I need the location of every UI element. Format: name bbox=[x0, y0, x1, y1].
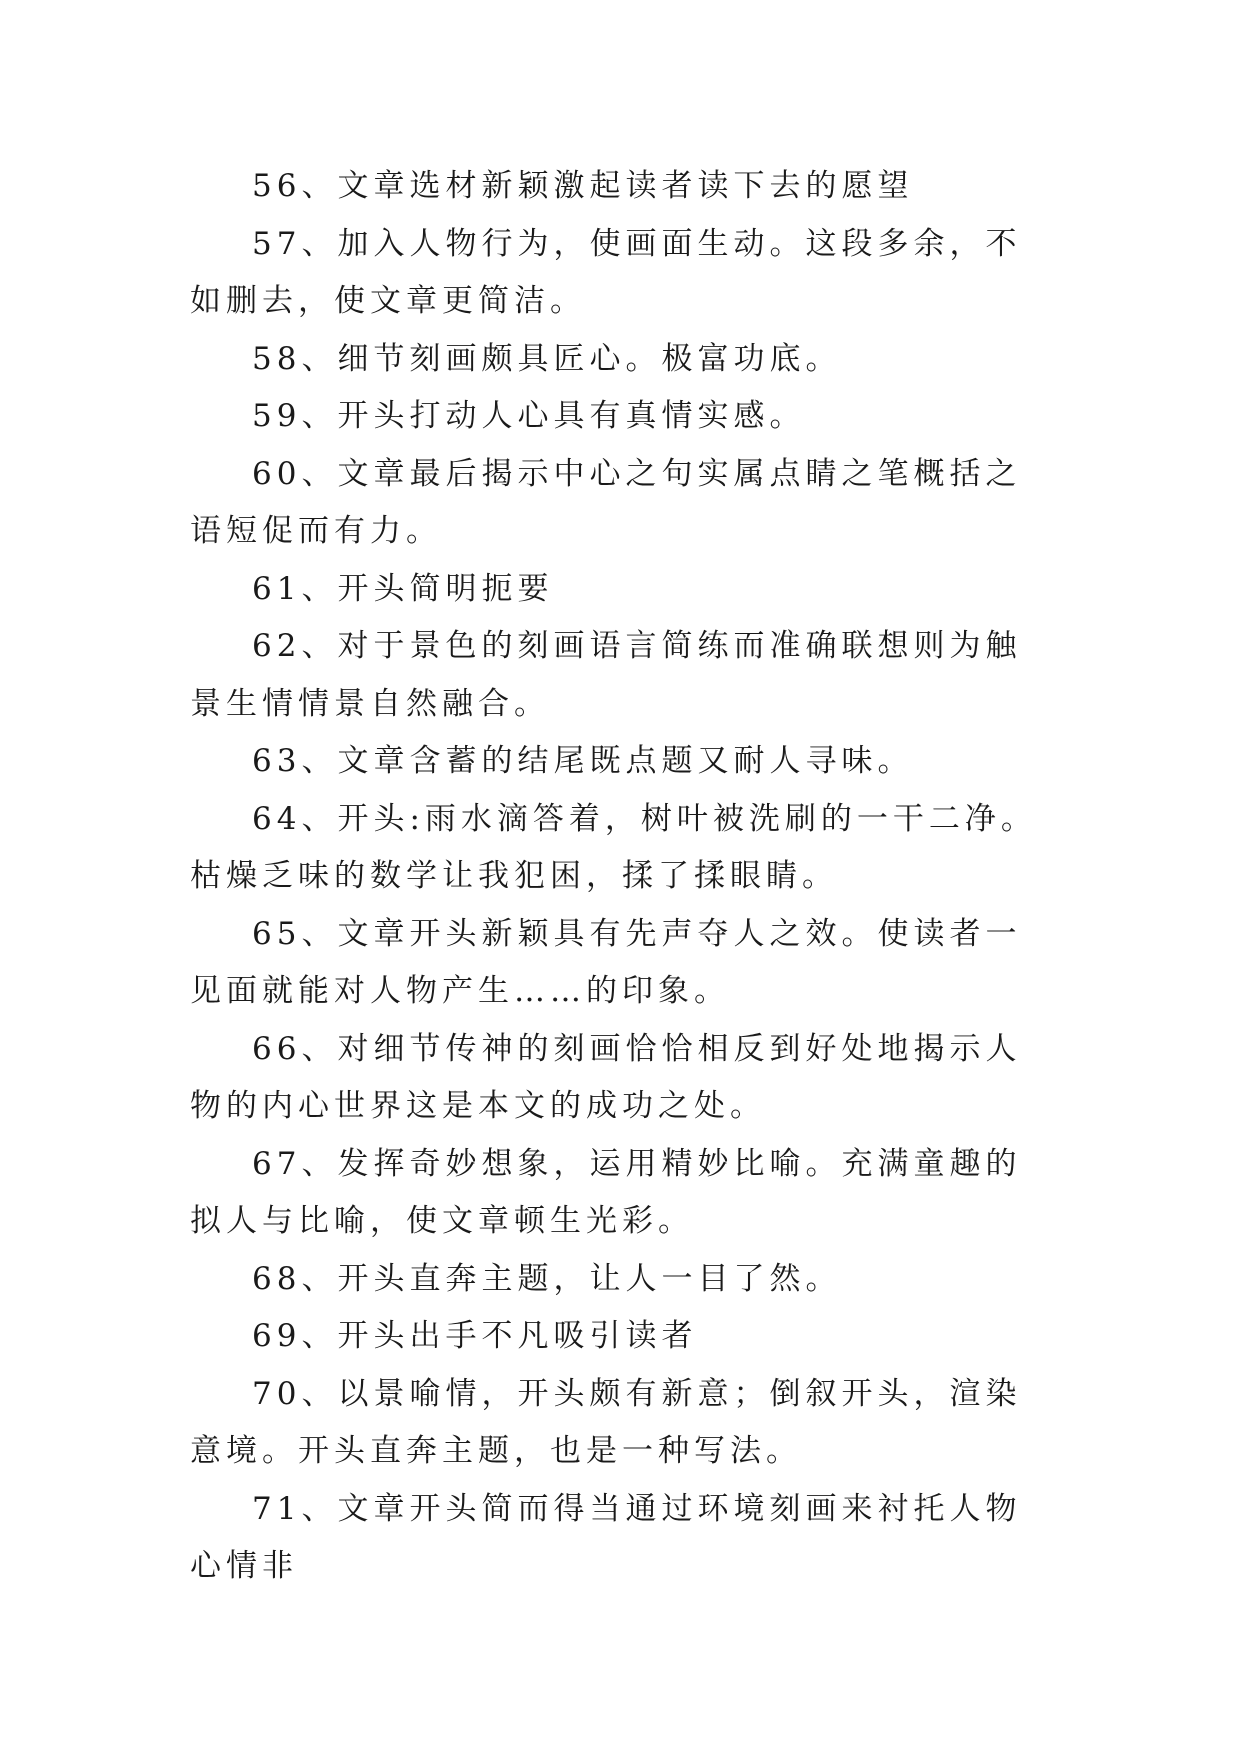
paragraph-68: 68、开头直奔主题，让人一目了然。 bbox=[252, 1260, 842, 1297]
paragraph-69: 69、开头出手不凡吸引读者 bbox=[252, 1318, 698, 1354]
paragraph-60: 60、文章最后揭示中心之句实属点睛之笔概括之语短促而有力。 bbox=[190, 455, 1022, 549]
paragraph-59: 59、开头打动人心具有真情实感。 bbox=[252, 398, 806, 434]
paragraph-70: 70、以景喻情，开头颇有新意；倒叙开头，渲染意境。开头直奔主题，也是一种写法。 bbox=[190, 1375, 1022, 1469]
paragraph-65: 65、文章开头新颖具有先声夺人之效。使读者一见面就能对人物产生……的印象。 bbox=[190, 915, 1022, 1009]
paragraph-56: 56、文章选材新颖激起读者读下去的愿望 bbox=[252, 168, 914, 204]
paragraph-67: 67、发挥奇妙想象，运用精妙比喻。充满童趣的拟人与比喻，使文章顿生光彩。 bbox=[190, 1145, 1022, 1239]
document-body bbox=[190, 158, 1052, 1596]
paragraph-62: 62、对于景色的刻画语言简练而准确联想则为触景生情情景自然融合。 bbox=[190, 628, 1022, 722]
paragraph-57: 57、加入人物行为，使画面生动。这段多余，不如删去，使文章更简洁。 bbox=[190, 225, 1022, 319]
paragraph-64: 64、开头:雨水滴答着，树叶被洗刷的一干二净。枯燥乏味的数学让我犯困，揉了揉眼睛。 bbox=[190, 800, 1037, 894]
paragraph-66: 66、对细节传神的刻画恰恰相反到好处地揭示人物的内心世界这是本文的成功之处。 bbox=[190, 1030, 1022, 1124]
paragraph-61: 61、开头简明扼要 bbox=[252, 570, 554, 607]
paragraph-58: 58、细节刻画颇具匠心。极富功底。 bbox=[252, 340, 842, 377]
paragraph-71: 71、文章开头简而得当通过环境刻画来衬托人物心情非 bbox=[190, 1490, 1022, 1584]
paragraph-63: 63、文章含蓄的结尾既点题又耐人寻味。 bbox=[252, 743, 914, 779]
